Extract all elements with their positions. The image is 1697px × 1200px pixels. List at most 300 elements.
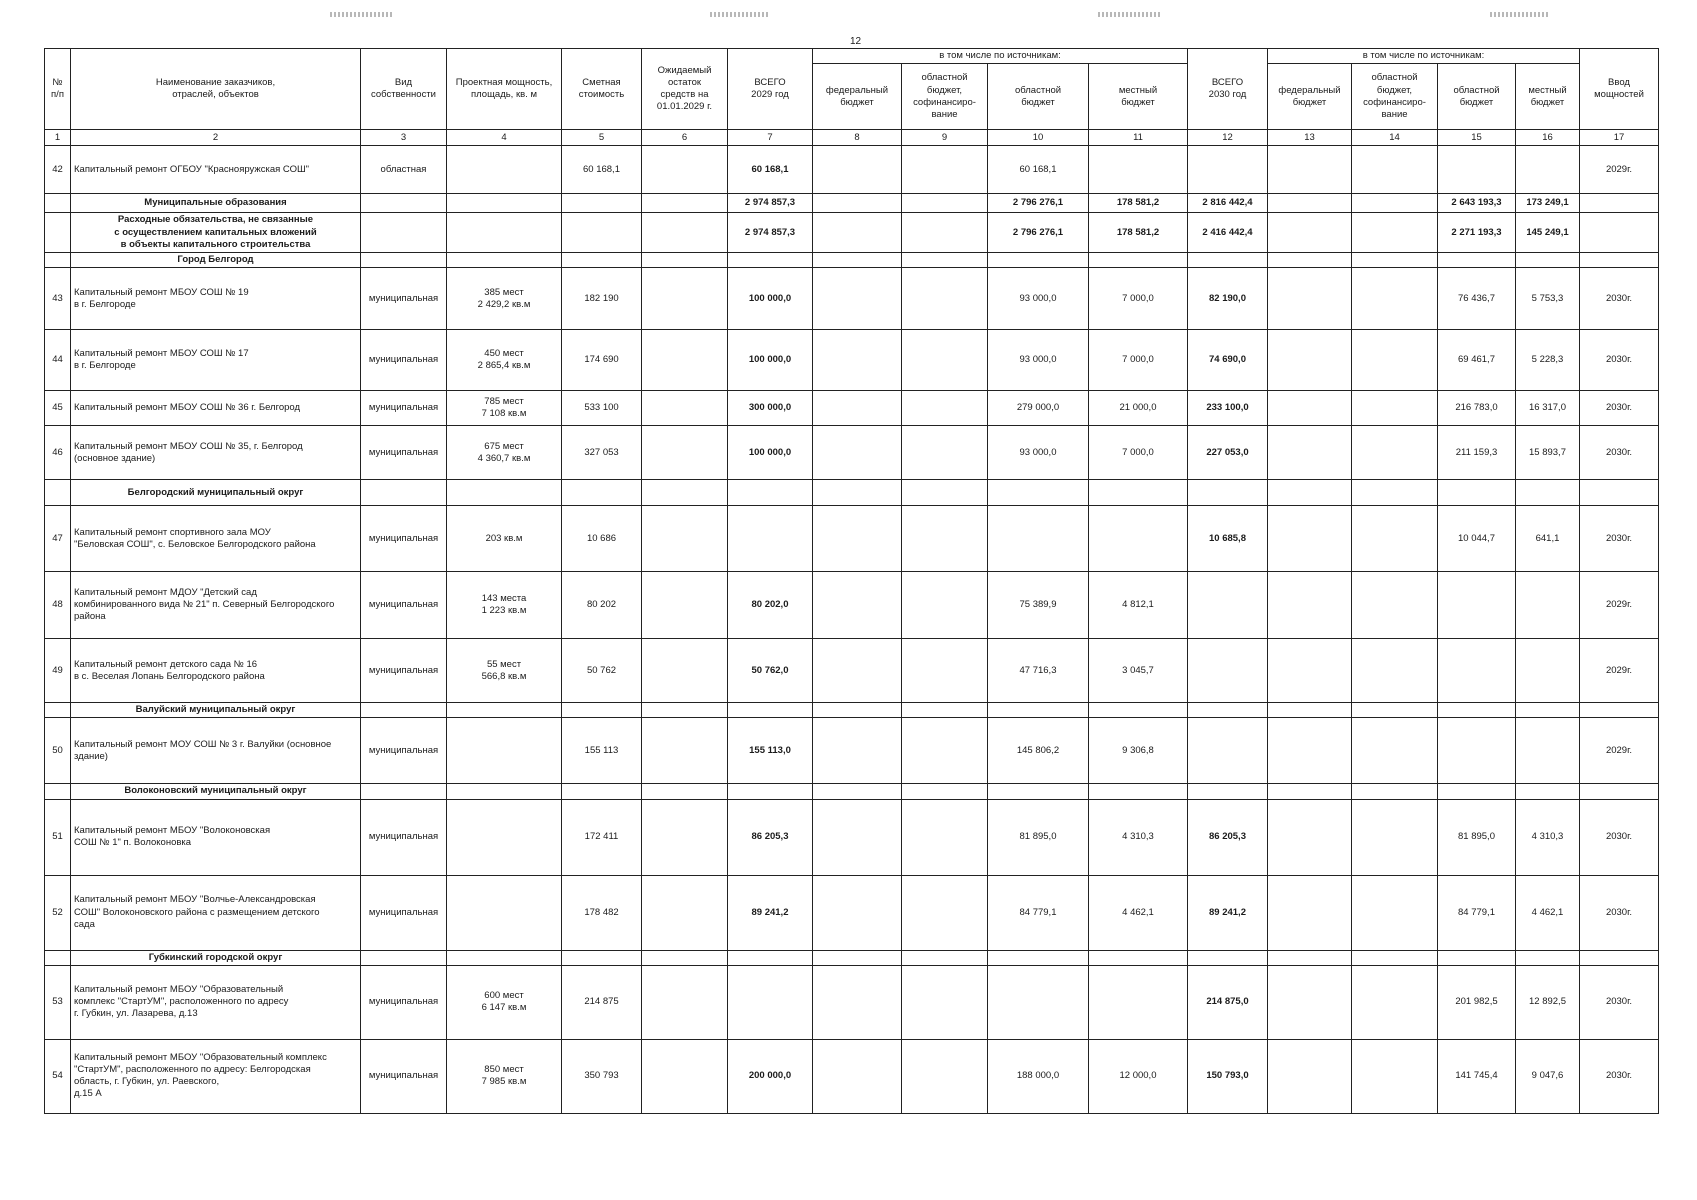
federal-2029: [813, 799, 902, 875]
empty-cell: [1268, 784, 1352, 799]
federal-2029: [813, 194, 902, 213]
row-number: 50: [45, 718, 71, 784]
row-number: 44: [45, 330, 71, 391]
regional-2030: [1438, 572, 1516, 639]
object-name: Капитальный ремонт МБОУ СОШ № 17 в г. Белгороде: [71, 330, 361, 391]
cofinancing-2030: [1352, 391, 1438, 426]
empty-cell: [902, 950, 988, 965]
row-number: 53: [45, 965, 71, 1039]
cofinancing-2030: [1352, 213, 1438, 253]
regional-2030: 76 436,7: [1438, 268, 1516, 330]
capacity: 143 места 1 223 кв.м: [447, 572, 562, 639]
local-2030: [1516, 718, 1580, 784]
empty-cell: [1580, 703, 1659, 718]
remainder: [642, 875, 728, 950]
empty-cell: [642, 480, 728, 506]
local-2030: [1516, 639, 1580, 703]
commissioning-year: 2029г.: [1580, 572, 1659, 639]
local-2029: 7 000,0: [1089, 268, 1188, 330]
section-header-row: [45, 253, 1659, 268]
regional-2029: 93 000,0: [988, 426, 1089, 480]
capacity: 450 мест 2 865,4 кв.м: [447, 330, 562, 391]
cofinancing-2029: [902, 639, 988, 703]
ownership: муниципальная: [361, 639, 447, 703]
cofinancing-2029: [902, 965, 988, 1039]
cofinancing-2030: [1352, 268, 1438, 330]
header-local-2029: местный бюджет: [1089, 64, 1188, 130]
regional-2029: 2 796 276,1: [988, 213, 1089, 253]
cofinancing-2030: [1352, 572, 1438, 639]
estimated-cost: 178 482: [562, 875, 642, 950]
row-number: 48: [45, 572, 71, 639]
scan-artifact: [1490, 12, 1548, 17]
empty-cell: [728, 480, 813, 506]
regional-2029: 145 806,2: [988, 718, 1089, 784]
empty-cell: [988, 703, 1089, 718]
remainder: [642, 213, 728, 253]
section-spacer: [45, 703, 71, 718]
commissioning-year: 2030г.: [1580, 506, 1659, 572]
total-2030: 2 416 442,4: [1188, 213, 1268, 253]
remainder: [642, 506, 728, 572]
ownership: муниципальная: [361, 799, 447, 875]
total-2029: [728, 506, 813, 572]
total-2029: 80 202,0: [728, 572, 813, 639]
total-2030: 10 685,8: [1188, 506, 1268, 572]
page-number: 12: [850, 36, 862, 47]
empty-cell: [728, 253, 813, 268]
commissioning-year: 2030г.: [1580, 330, 1659, 391]
total-2029: 50 762,0: [728, 639, 813, 703]
column-number: 3: [361, 130, 447, 146]
federal-2030: [1268, 1039, 1352, 1113]
empty-cell: [988, 253, 1089, 268]
total-2030: 2 816 442,4: [1188, 194, 1268, 213]
total-2029: 2 974 857,3: [728, 194, 813, 213]
empty-cell: [447, 784, 562, 799]
empty-cell: [902, 253, 988, 268]
local-2030: [1516, 146, 1580, 194]
total-2029: 89 241,2: [728, 875, 813, 950]
capacity: [447, 718, 562, 784]
header-commissioning: Ввод мощностей: [1580, 49, 1659, 130]
header-local-2030: местный бюджет: [1516, 64, 1580, 130]
remainder: [642, 1039, 728, 1113]
estimated-cost: 60 168,1: [562, 146, 642, 194]
table-row: [45, 330, 1659, 391]
estimated-cost: 155 113: [562, 718, 642, 784]
empty-cell: [1516, 480, 1580, 506]
empty-cell: [1438, 480, 1516, 506]
federal-2030: [1268, 572, 1352, 639]
table-row: [45, 572, 1659, 639]
remainder: [642, 391, 728, 426]
section-spacer: [45, 253, 71, 268]
remainder: [642, 639, 728, 703]
empty-cell: [361, 253, 447, 268]
local-2029: 4 812,1: [1089, 572, 1188, 639]
header-sources-2029: в том числе по источникам:: [813, 49, 1188, 64]
empty-cell: [562, 703, 642, 718]
column-number: 9: [902, 130, 988, 146]
federal-2029: [813, 965, 902, 1039]
cofinancing-2029: [902, 718, 988, 784]
table-row: [45, 391, 1659, 426]
object-name: Капитальный ремонт МБОУ "Образовательный комплекс "СтартУМ", расположенного по адресу: Белгородская область, г. Губкин, ул. Раевского, д.15 А: [71, 1039, 361, 1113]
column-number: 8: [813, 130, 902, 146]
cofinancing-2029: [902, 268, 988, 330]
federal-2030: [1268, 391, 1352, 426]
cofinancing-2029: [902, 330, 988, 391]
empty-cell: [988, 784, 1089, 799]
ownership: муниципальная: [361, 391, 447, 426]
estimated-cost: 327 053: [562, 426, 642, 480]
federal-2030: [1268, 718, 1352, 784]
local-2029: 12 000,0: [1089, 1039, 1188, 1113]
row-number: 45: [45, 391, 71, 426]
commissioning-year: 2029г.: [1580, 639, 1659, 703]
total-2029: 100 000,0: [728, 330, 813, 391]
section-header-row: [45, 950, 1659, 965]
cofinancing-2029: [902, 213, 988, 253]
regional-2029: [988, 965, 1089, 1039]
capacity: [447, 799, 562, 875]
empty-cell: [1268, 480, 1352, 506]
section-header-row: [45, 784, 1659, 799]
capacity: 55 мест 566,8 кв.м: [447, 639, 562, 703]
federal-2029: [813, 330, 902, 391]
empty-cell: [1089, 784, 1188, 799]
federal-2029: [813, 1039, 902, 1113]
capacity: [447, 875, 562, 950]
empty-cell: [1580, 950, 1659, 965]
remainder: [642, 426, 728, 480]
table-body: [45, 146, 1659, 1114]
empty-cell: [1268, 253, 1352, 268]
ownership: муниципальная: [361, 268, 447, 330]
empty-cell: [1580, 480, 1659, 506]
header-num: № п/п: [45, 49, 71, 130]
federal-2030: [1268, 506, 1352, 572]
empty-cell: [1580, 784, 1659, 799]
federal-2030: [1268, 268, 1352, 330]
cofinancing-2029: [902, 426, 988, 480]
cofinancing-2030: [1352, 426, 1438, 480]
regional-2030: 2 643 193,3: [1438, 194, 1516, 213]
empty-cell: [1352, 950, 1438, 965]
object-name: Капитальный ремонт спортивного зала МОУ "Беловская СОШ", с. Беловское Белгородского района: [71, 506, 361, 572]
section-title: Город Белгород: [71, 253, 361, 268]
column-number: 10: [988, 130, 1089, 146]
column-number: 15: [1438, 130, 1516, 146]
header-cofinancing-2030: областной бюджет, софинансиро- вание: [1352, 64, 1438, 130]
total-2029: 100 000,0: [728, 426, 813, 480]
ownership: муниципальная: [361, 718, 447, 784]
regional-2030: [1438, 146, 1516, 194]
empty-cell: [988, 480, 1089, 506]
empty-cell: [1188, 253, 1268, 268]
row-number: 42: [45, 146, 71, 194]
cofinancing-2029: [902, 146, 988, 194]
object-name: Капитальный ремонт МБОУ "Образовательный комплекс "СтартУМ", расположенного по адресу г. Губкин, ул. Лазарева, д.13: [71, 965, 361, 1039]
section-title: Валуйский муниципальный округ: [71, 703, 361, 718]
regional-2029: 84 779,1: [988, 875, 1089, 950]
regional-2030: 84 779,1: [1438, 875, 1516, 950]
local-2030: 12 892,5: [1516, 965, 1580, 1039]
local-2029: 178 581,2: [1089, 213, 1188, 253]
empty-cell: [1089, 703, 1188, 718]
local-2030: 16 317,0: [1516, 391, 1580, 426]
remainder: [642, 965, 728, 1039]
federal-2030: [1268, 875, 1352, 950]
estimated-cost: 214 875: [562, 965, 642, 1039]
column-number: 16: [1516, 130, 1580, 146]
cofinancing-2029: [902, 391, 988, 426]
empty-cell: [728, 703, 813, 718]
header-cost: Сметная стоимость: [562, 49, 642, 130]
regional-2030: 216 783,0: [1438, 391, 1516, 426]
empty-cell: [1438, 703, 1516, 718]
regional-2029: 279 000,0: [988, 391, 1089, 426]
commissioning-year: [1580, 213, 1659, 253]
empty-cell: [1580, 253, 1659, 268]
table-row: [45, 875, 1659, 950]
regional-2030: 201 982,5: [1438, 965, 1516, 1039]
row-number: 52: [45, 875, 71, 950]
table-row: [45, 1039, 1659, 1113]
federal-2030: [1268, 146, 1352, 194]
cofinancing-2029: [902, 194, 988, 213]
regional-2030: 10 044,7: [1438, 506, 1516, 572]
total-2030: [1188, 146, 1268, 194]
object-name: Муниципальные образования: [71, 194, 361, 213]
ownership: муниципальная: [361, 875, 447, 950]
local-2030: 4 462,1: [1516, 875, 1580, 950]
total-2029: 100 000,0: [728, 268, 813, 330]
commissioning-year: 2030г.: [1580, 1039, 1659, 1113]
regional-2029: 75 389,9: [988, 572, 1089, 639]
local-2029: 4 310,3: [1089, 799, 1188, 875]
scan-artifact: [330, 12, 392, 17]
remainder: [642, 146, 728, 194]
object-name: Капитальный ремонт МДОУ "Детский сад комбинированного вида № 21" п. Северный Белгородского района: [71, 572, 361, 639]
ownership: муниципальная: [361, 965, 447, 1039]
empty-cell: [1268, 950, 1352, 965]
cofinancing-2029: [902, 875, 988, 950]
regional-2029: 188 000,0: [988, 1039, 1089, 1113]
total-2030: 86 205,3: [1188, 799, 1268, 875]
federal-2030: [1268, 426, 1352, 480]
table-row: [45, 146, 1659, 194]
section-spacer: [45, 480, 71, 506]
table-row: [45, 718, 1659, 784]
section-title: Губкинский городской округ: [71, 950, 361, 965]
capacity: 850 мест 7 985 кв.м: [447, 1039, 562, 1113]
empty-cell: [562, 784, 642, 799]
ownership: областная: [361, 146, 447, 194]
ownership: [361, 194, 447, 213]
ownership: муниципальная: [361, 1039, 447, 1113]
header-ownership: Вид собственности: [361, 49, 447, 130]
column-number: 11: [1089, 130, 1188, 146]
empty-cell: [1516, 253, 1580, 268]
empty-cell: [361, 784, 447, 799]
commissioning-year: 2030г.: [1580, 875, 1659, 950]
estimated-cost: 174 690: [562, 330, 642, 391]
regional-2030: 81 895,0: [1438, 799, 1516, 875]
empty-cell: [642, 703, 728, 718]
total-2030: 89 241,2: [1188, 875, 1268, 950]
table-row: [45, 965, 1659, 1039]
federal-2030: [1268, 965, 1352, 1039]
row-number: 47: [45, 506, 71, 572]
column-number: 13: [1268, 130, 1352, 146]
column-number: 1: [45, 130, 71, 146]
estimated-cost: 172 411: [562, 799, 642, 875]
total-2030: [1188, 572, 1268, 639]
total-2029: 155 113,0: [728, 718, 813, 784]
header-total-2029: ВСЕГО 2029 год: [728, 49, 813, 130]
total-2029: [728, 965, 813, 1039]
local-2030: 9 047,6: [1516, 1039, 1580, 1113]
empty-cell: [447, 480, 562, 506]
local-2029: 7 000,0: [1089, 426, 1188, 480]
header-capacity: Проектная мощность, площадь, кв. м: [447, 49, 562, 130]
column-number: 7: [728, 130, 813, 146]
remainder: [642, 572, 728, 639]
object-name: Расходные обязательства, не связанные с осуществлением капитальных вложений в объекты капитального строительства: [71, 213, 361, 253]
empty-cell: [1089, 950, 1188, 965]
local-2029: 178 581,2: [1089, 194, 1188, 213]
column-number: 17: [1580, 130, 1659, 146]
ownership: муниципальная: [361, 426, 447, 480]
empty-cell: [902, 480, 988, 506]
empty-cell: [447, 703, 562, 718]
empty-cell: [642, 784, 728, 799]
federal-2029: [813, 506, 902, 572]
total-2029: 300 000,0: [728, 391, 813, 426]
total-2030: [1188, 718, 1268, 784]
header-total-2030: ВСЕГО 2030 год: [1188, 49, 1268, 130]
empty-cell: [1438, 253, 1516, 268]
table-row: [45, 506, 1659, 572]
ownership: муниципальная: [361, 572, 447, 639]
empty-cell: [1516, 784, 1580, 799]
commissioning-year: 2030г.: [1580, 268, 1659, 330]
commissioning-year: 2030г.: [1580, 426, 1659, 480]
local-2030: 5 753,3: [1516, 268, 1580, 330]
header-name: Наименование заказчиков, отраслей, объектов: [71, 49, 361, 130]
capacity: 785 мест 7 108 кв.м: [447, 391, 562, 426]
commissioning-year: [1580, 194, 1659, 213]
column-number: 6: [642, 130, 728, 146]
header-regional-2030: областной бюджет: [1438, 64, 1516, 130]
cofinancing-2030: [1352, 965, 1438, 1039]
regional-2029: 47 716,3: [988, 639, 1089, 703]
estimated-cost: 350 793: [562, 1039, 642, 1113]
empty-cell: [361, 703, 447, 718]
regional-2030: 211 159,3: [1438, 426, 1516, 480]
object-name: Капитальный ремонт МОУ СОШ № 3 г. Валуйки (основное здание): [71, 718, 361, 784]
column-numbers-row: [45, 130, 1659, 146]
empty-cell: [1188, 480, 1268, 506]
commissioning-year: 2030г.: [1580, 391, 1659, 426]
cofinancing-2030: [1352, 194, 1438, 213]
table-row: [45, 268, 1659, 330]
regional-2030: [1438, 639, 1516, 703]
object-name: Капитальный ремонт МБОУ СОШ № 35, г. Белгород (основное здание): [71, 426, 361, 480]
empty-cell: [813, 784, 902, 799]
commissioning-year: 2030г.: [1580, 799, 1659, 875]
local-2029: [1089, 506, 1188, 572]
column-number: 14: [1352, 130, 1438, 146]
cofinancing-2030: [1352, 506, 1438, 572]
empty-cell: [562, 950, 642, 965]
cofinancing-2029: [902, 572, 988, 639]
column-number: 4: [447, 130, 562, 146]
section-title: Волоконовский муниципальный округ: [71, 784, 361, 799]
column-number: 5: [562, 130, 642, 146]
capacity: 600 мест 6 147 кв.м: [447, 965, 562, 1039]
remainder: [642, 194, 728, 213]
local-2029: 21 000,0: [1089, 391, 1188, 426]
federal-2030: [1268, 799, 1352, 875]
local-2029: [1089, 146, 1188, 194]
empty-cell: [562, 480, 642, 506]
header-regional-2029: областной бюджет: [988, 64, 1089, 130]
federal-2029: [813, 391, 902, 426]
capacity: 675 мест 4 360,7 кв.м: [447, 426, 562, 480]
row-number: 51: [45, 799, 71, 875]
capacity: [447, 213, 562, 253]
empty-cell: [1268, 703, 1352, 718]
column-number: 2: [71, 130, 361, 146]
local-2029: 4 462,1: [1089, 875, 1188, 950]
federal-2029: [813, 718, 902, 784]
federal-2029: [813, 639, 902, 703]
total-2030: 214 875,0: [1188, 965, 1268, 1039]
local-2030: 4 310,3: [1516, 799, 1580, 875]
federal-2030: [1268, 639, 1352, 703]
empty-cell: [1352, 253, 1438, 268]
empty-cell: [902, 784, 988, 799]
empty-cell: [361, 480, 447, 506]
header-sources-2030: в том числе по источникам:: [1268, 49, 1580, 64]
estimated-cost: 50 762: [562, 639, 642, 703]
total-2030: 150 793,0: [1188, 1039, 1268, 1113]
cofinancing-2030: [1352, 146, 1438, 194]
object-name: Капитальный ремонт МБОУ СОШ № 36 г. Белгород: [71, 391, 361, 426]
estimated-cost: [562, 213, 642, 253]
header-federal-2030: федеральный бюджет: [1268, 64, 1352, 130]
ownership: [361, 213, 447, 253]
empty-cell: [902, 703, 988, 718]
commissioning-year: 2029г.: [1580, 146, 1659, 194]
local-2029: [1089, 965, 1188, 1039]
row-number: 54: [45, 1039, 71, 1113]
estimated-cost: 182 190: [562, 268, 642, 330]
capacity: 203 кв.м: [447, 506, 562, 572]
regional-2029: 60 168,1: [988, 146, 1089, 194]
remainder: [642, 330, 728, 391]
empty-cell: [1438, 784, 1516, 799]
section-spacer: [45, 784, 71, 799]
empty-cell: [1089, 253, 1188, 268]
local-2029: 7 000,0: [1089, 330, 1188, 391]
federal-2030: [1268, 194, 1352, 213]
table-header: [45, 49, 1659, 146]
empty-cell: [813, 950, 902, 965]
